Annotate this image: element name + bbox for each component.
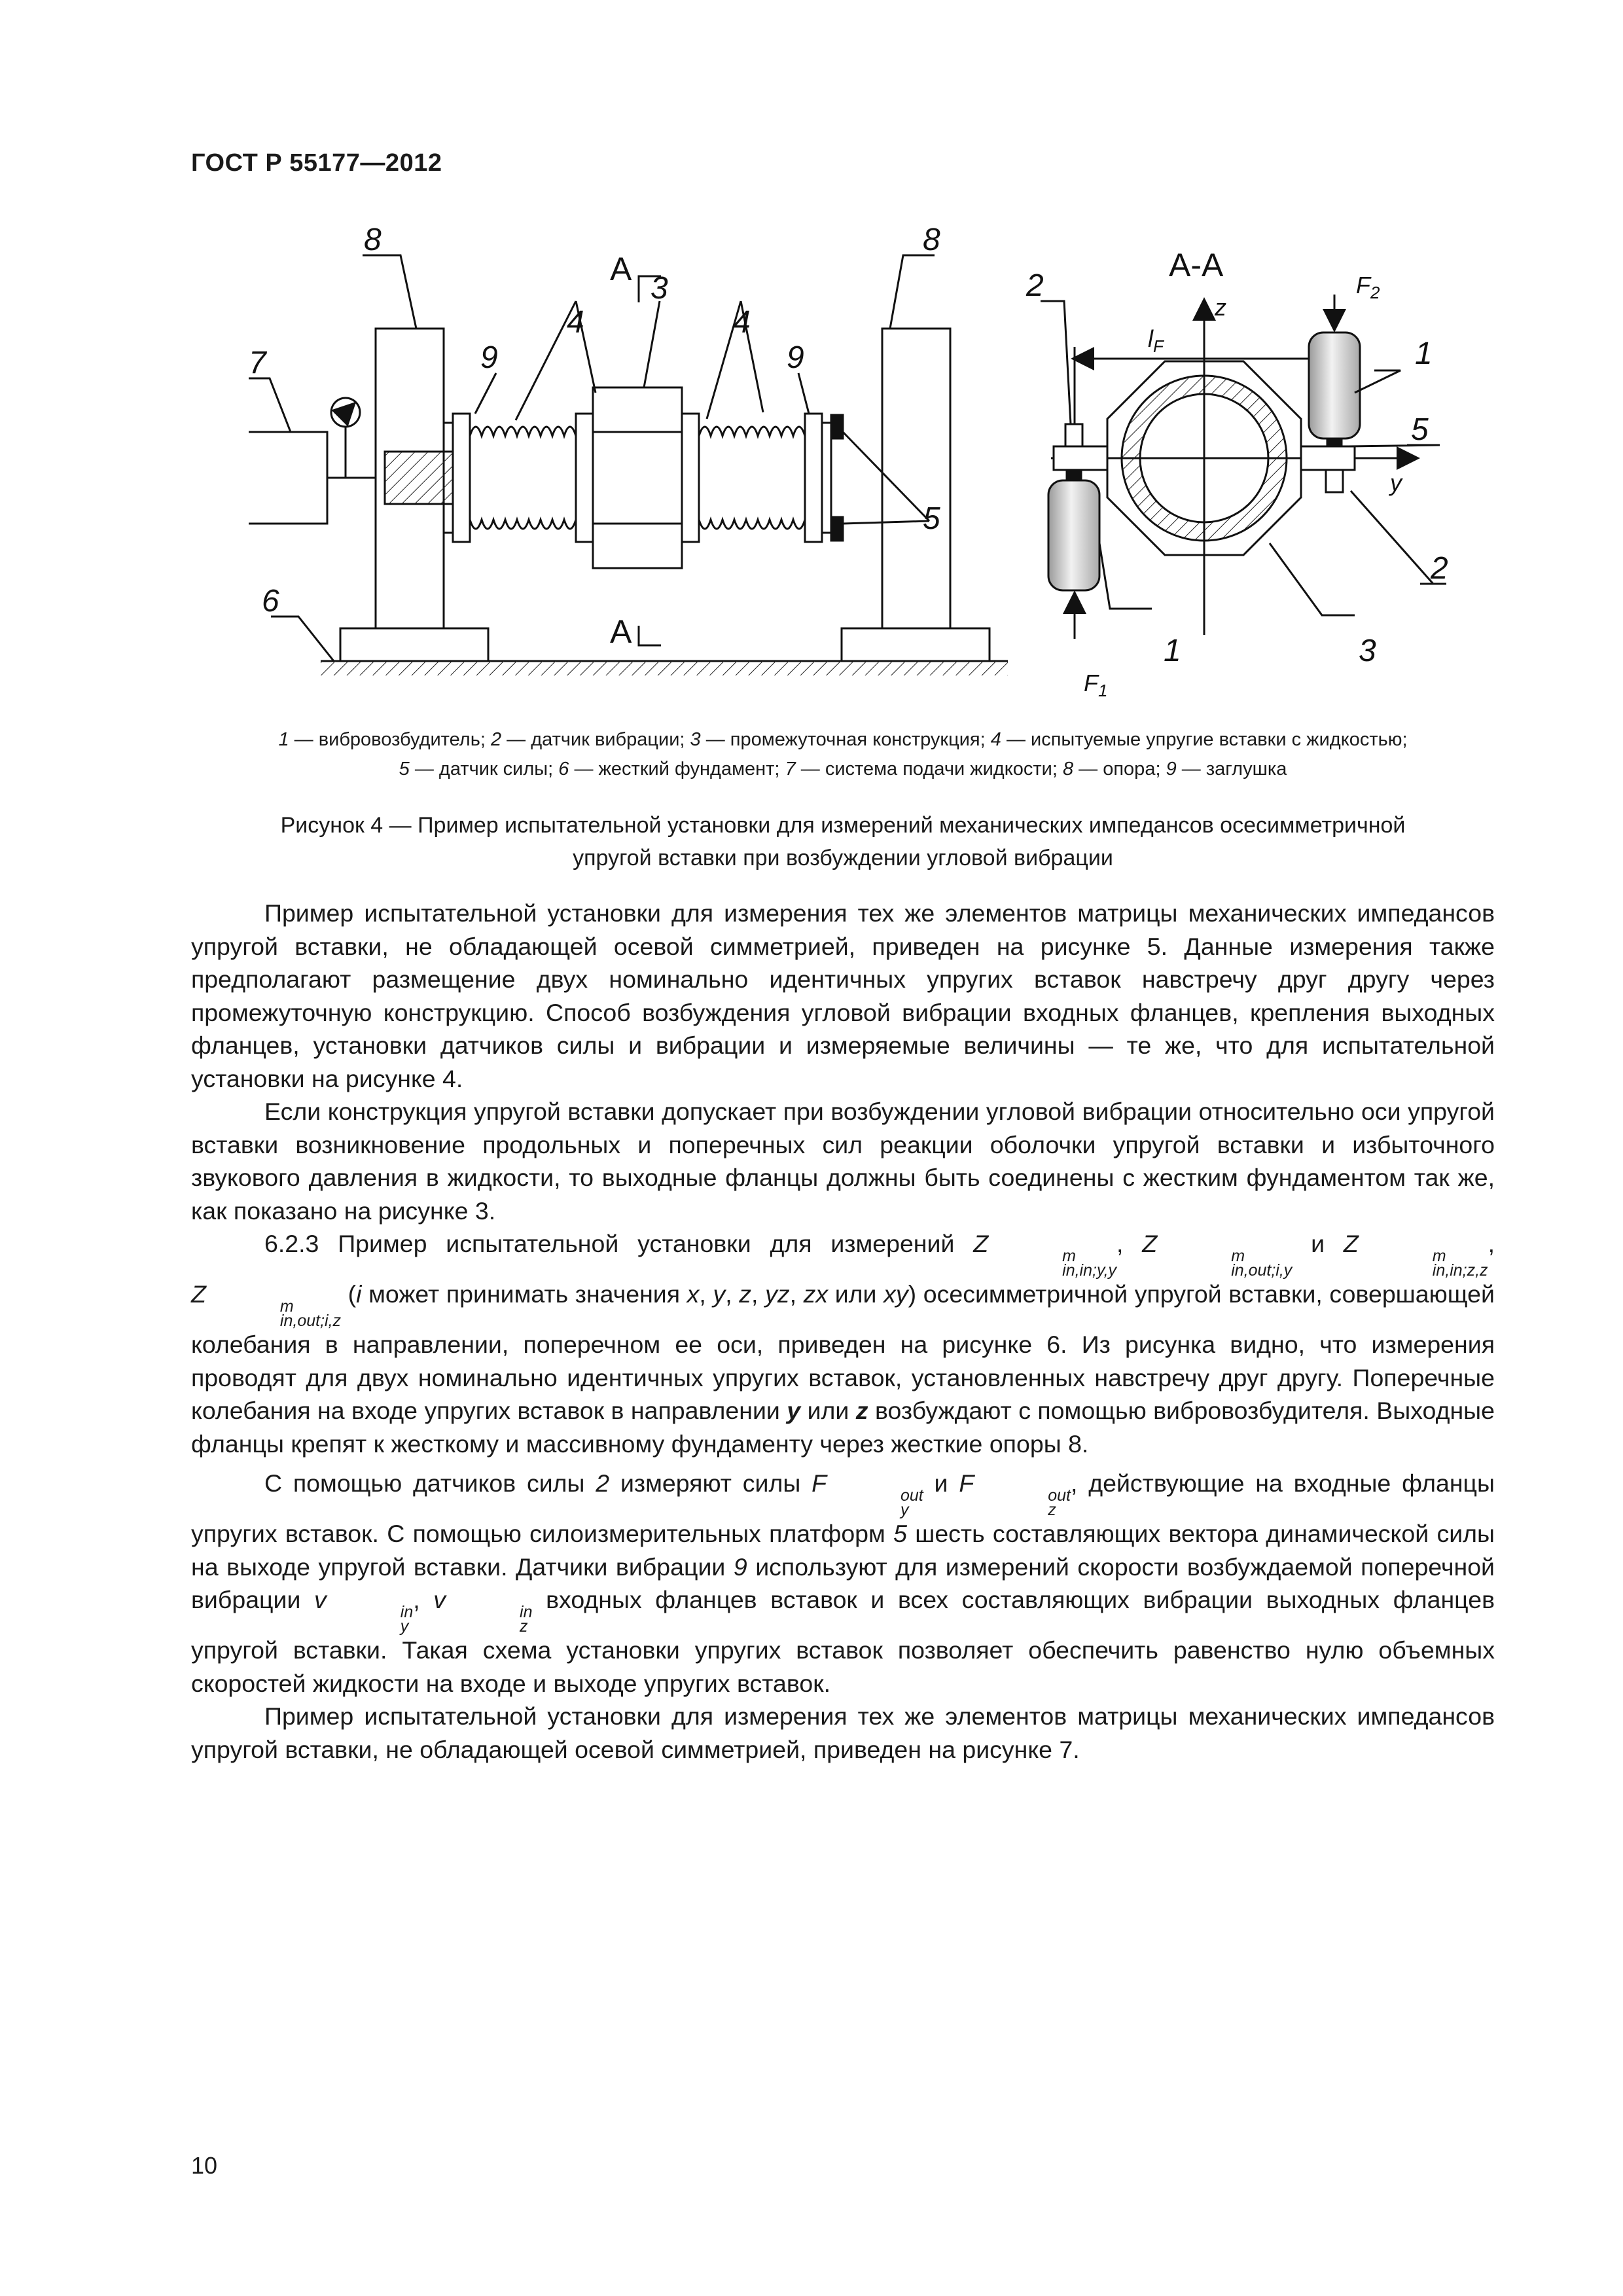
symbol-fy: F out y: [812, 1469, 923, 1519]
label-1-bottom: 1: [1164, 634, 1181, 668]
label-8-right: 8: [923, 223, 940, 257]
force-F1-label: $F_1$: [1084, 670, 1108, 700]
figure-4-diagram: [249, 216, 1486, 700]
section-marker-bottom: A: [610, 613, 632, 650]
label-3-right: 3: [1359, 634, 1376, 668]
label-2-bottom: 2: [1431, 551, 1448, 586]
axis-y-label: y: [1390, 469, 1402, 496]
label-4-right: 4: [733, 305, 751, 340]
document-header: ГОСТ Р 55177—2012: [191, 149, 442, 177]
symbol-z4: Z m in,out;i,z: [191, 1280, 342, 1330]
paragraph-5: Пример испытательной установки для измерения тех же элементов матрицы механических импедансов упругой вставки, не обладающей осевой симметрией, приведен на рисунке 7.: [191, 1702, 1495, 1763]
figure-caption: Рисунок 4 — Пример испытательной установки для измерений механических импедансов осесимметричной упругой вставки при возбуждении угловой вибрации: [280, 813, 1406, 870]
label-9-right: 9: [787, 340, 804, 375]
label-2-top: 2: [1026, 268, 1044, 303]
paragraph-2: Если конструкция упругой вставки допускает при возбуждении угловой вибрации относительно оси упругой вставки возникновение продольных и поперечных сил реакции оболочки упругой вставки и избыточного звукового давления в жидкости, то выходные фланцы должны быть соединены с жестким фундаментом так же, как показано на рисунке 3.: [191, 1098, 1495, 1225]
figure-legend: [191, 725, 1495, 784]
label-5-right: 5: [1411, 412, 1429, 447]
symbol-fz: F out z: [959, 1469, 1071, 1519]
label-6: 6: [262, 584, 279, 619]
symbol-z3: Z m in,in;z,z: [1343, 1230, 1488, 1280]
paragraph-4: С помощью датчиков силы 2 измеряют силы F out y и F out z , действующие на входные фланцы упругих вставок. С помощью силоизмерительных платформ 5 шесть составляющих вектора динамической силы на выходе упругой вставки. Датчики вибрации 9 используют для измерений скорости возбуждаемой поперечной вибрации v in y , v in z входных фланцев вставок и всех составляющих вибрации выходных фланцев упругой вставки. Такая схема установки упругих вставок позволяет обеспечить равенство нулю объемных скоростей жидкости на входе и выходе упругих вставок.: [191, 1469, 1495, 1697]
label-4-left: 4: [567, 305, 584, 340]
symbol-z2: Z m in,out;i,y: [1142, 1230, 1293, 1280]
label-8-left: 8: [364, 223, 382, 257]
page-number: 10: [191, 2152, 218, 2179]
paragraph-1: Пример испытательной установки для измерения тех же элементов матрицы механических импедансов упругой вставки, не обладающей осевой симметрией, приведен на рисунке 5. Данные измерения также предполагают размещение двух номинально идентичных упругих вставок навстречу друг другу через промежуточную конструкцию. Способ возбуждения угловой вибрации входных фланцев, крепления выходных фланцев, установки датчиков силы и вибрации и измеряемые величины — те же, что для испытательной установки на рисунке 4.: [191, 899, 1495, 1092]
dimension-lF: $l_F$: [1148, 325, 1164, 356]
symbol-vz: v in z: [433, 1586, 533, 1636]
label-3: 3: [651, 271, 668, 306]
label-9-left: 9: [480, 340, 498, 375]
section-marker-top: A: [610, 251, 632, 287]
label-1-top: 1: [1415, 336, 1433, 371]
symbol-vy: v in y: [314, 1586, 414, 1636]
paragraph-3: 6.2.3 Пример испытательной установки для измерений Z m in,in;y,y , Z m in,out;i,y и Z m in,in;z,z , Z m in,out;i,z (i может принимать значения x, y, z, yz, zx или xy) осесимметричной упругой вставки, совершающей колебания в направлении, поперечном ее оси, приведен на рисунке 6. Из рисунка видно, что измерения проводят для двух номинально идентичных упругих вставок, установленных навстречу друг другу. Поперечные колебания на входе упругих вставок в направлении y или z возбуждают с помощью вибровозбудителя. Выходные фланцы крепят к жесткому и массивному фундаменту через жесткие опоры 8.: [191, 1230, 1495, 1458]
label-7: 7: [249, 346, 266, 380]
body-text: [191, 897, 1495, 1766]
label-5: 5: [923, 501, 940, 536]
section-title: A-A: [1169, 247, 1224, 283]
symbol-z1: Z m in,in;y,y: [973, 1230, 1117, 1280]
legend-line-2: 5 — датчик силы; 6 — жесткий фундамент; 7 — система подачи жидкости; 8 — опора; 9 — заглушка: [399, 759, 1287, 780]
force-F2-label: $F_2$: [1356, 272, 1380, 302]
axis-z-label: z: [1215, 294, 1226, 321]
legend-line-1: 1 — вибровозбудитель; 2 — датчик вибрации; 3 — промежуточная конструкция; 4 — испытуемые упругие вставки с жидкостью;: [278, 729, 1408, 750]
